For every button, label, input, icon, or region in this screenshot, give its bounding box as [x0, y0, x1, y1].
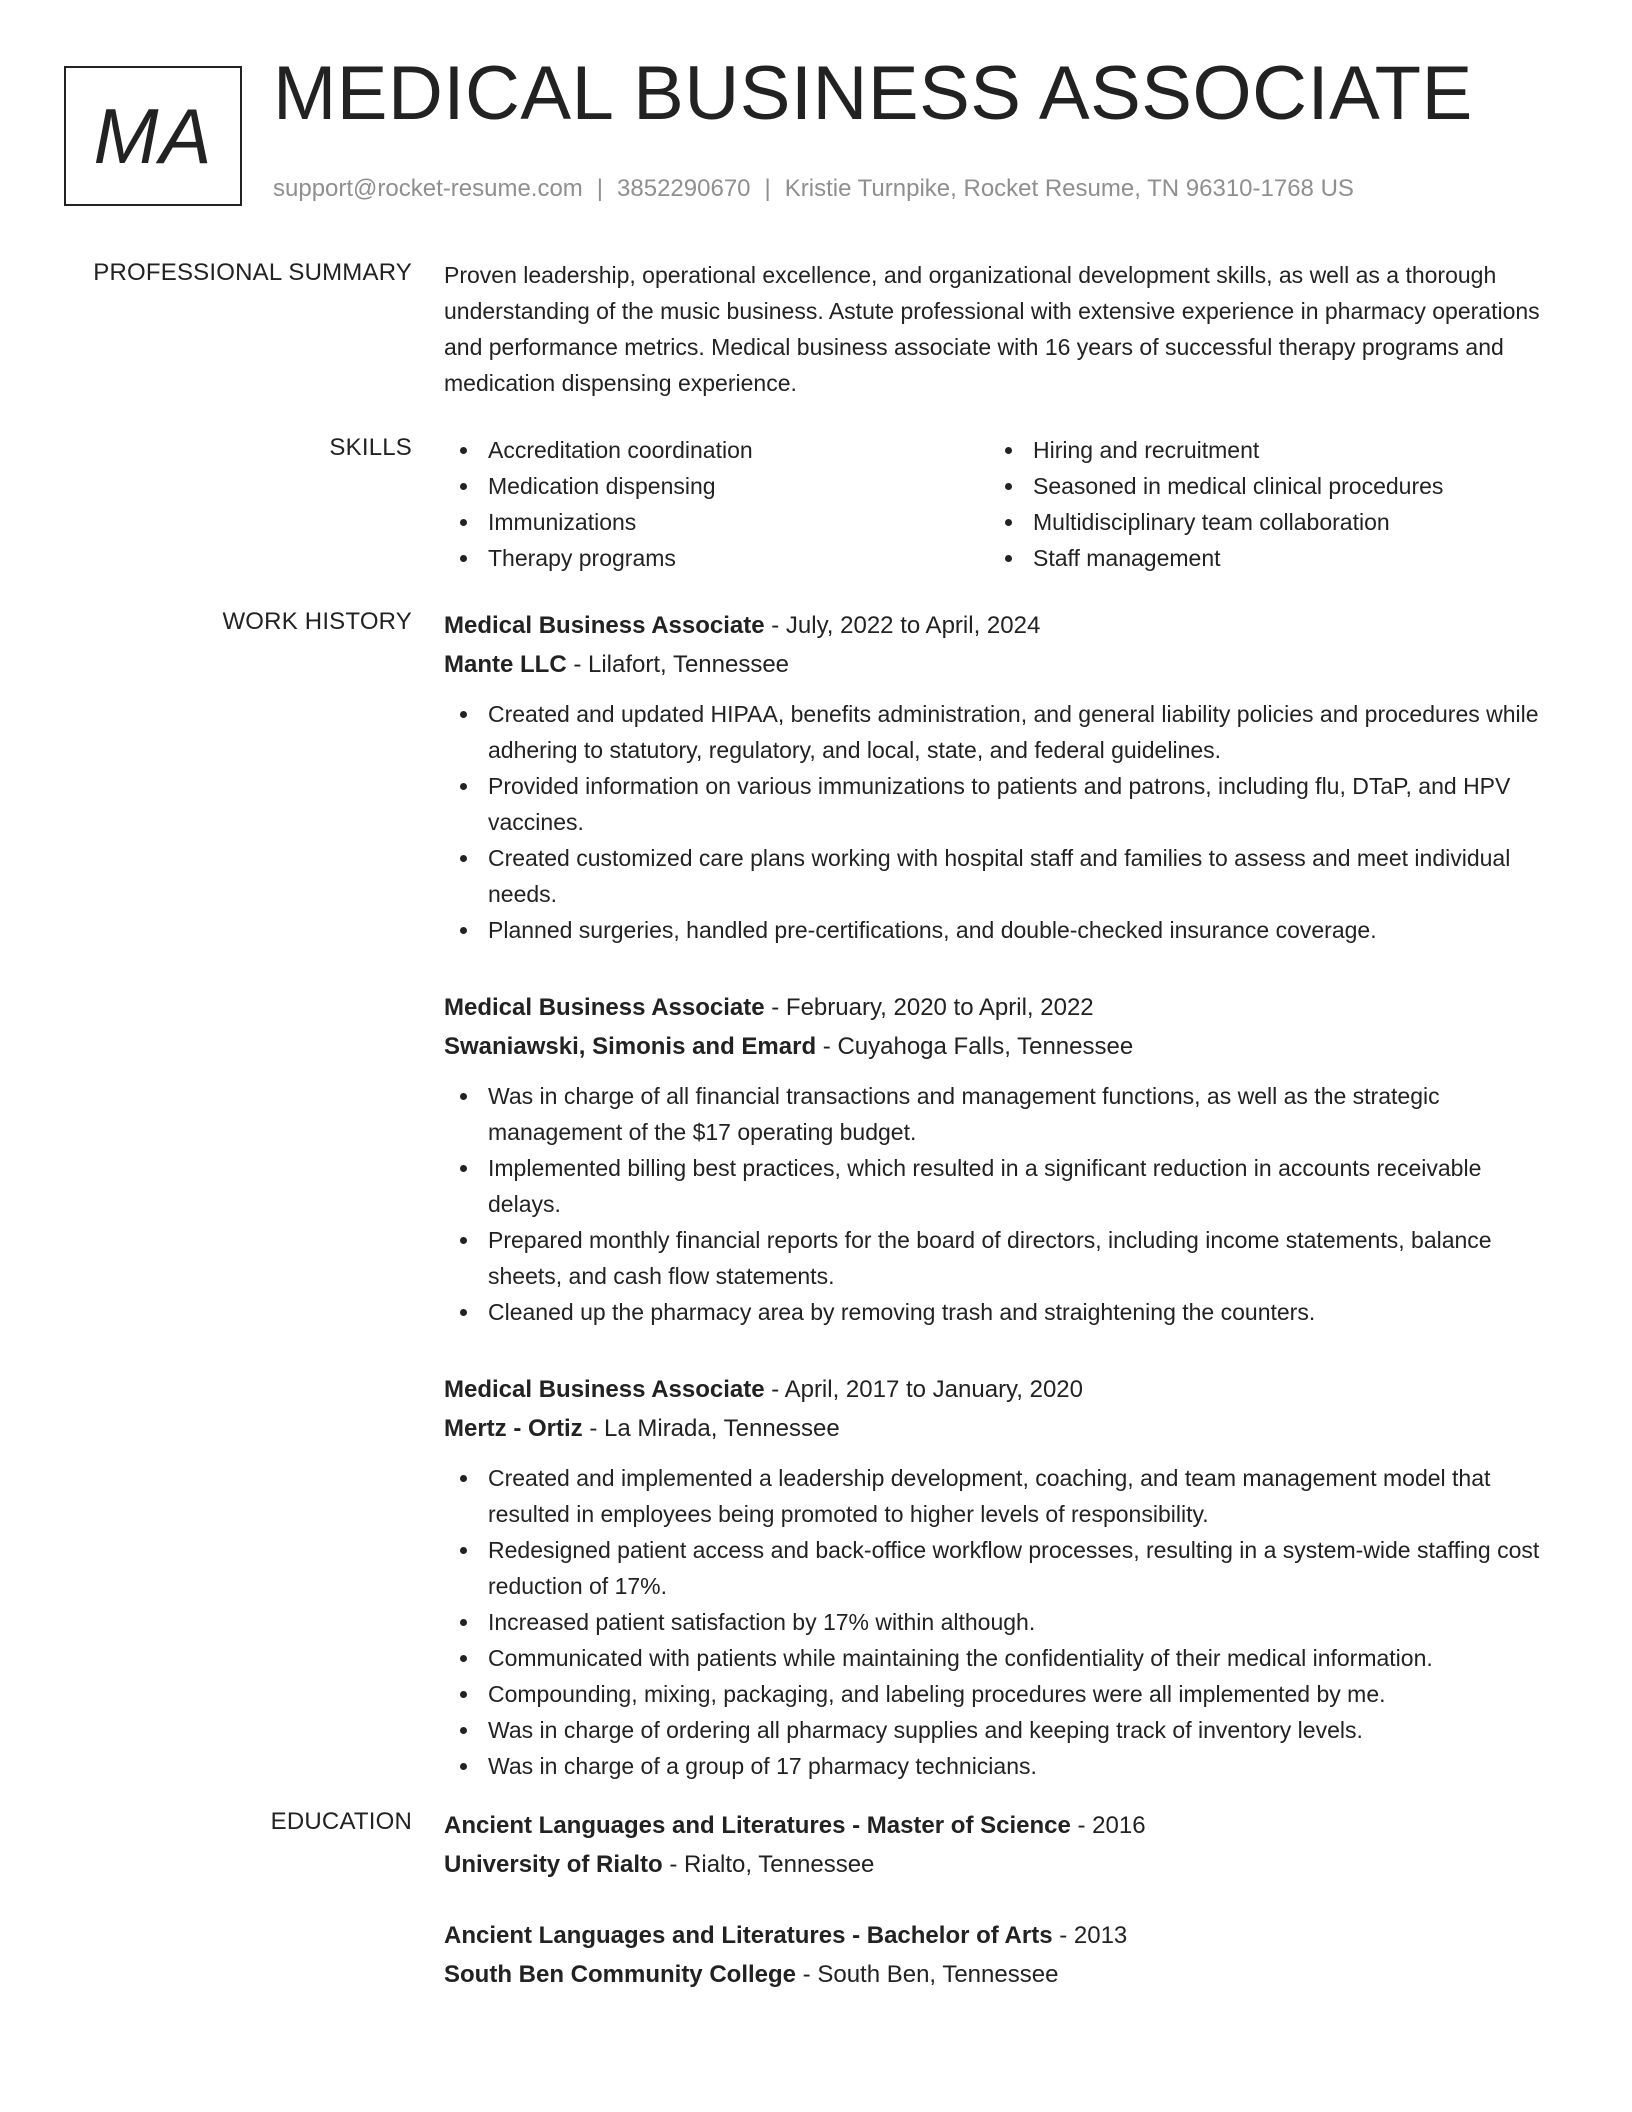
skill-item: Therapy programs — [444, 540, 989, 576]
degree-year: - 2013 — [1052, 1922, 1128, 1949]
job-bullet: Created and updated HIPAA, benefits administration, and general liability policies and procedures while adhering to statutory, regulatory, and local, state, and federal guidelines. — [444, 696, 1554, 768]
degree-line — [444, 1916, 1554, 1956]
job-location: - Cuyahoga Falls, Tennessee — [816, 1033, 1134, 1060]
contact-address: Kristie Turnpike, Rocket Resume, TN 96310-1768 US — [784, 175, 1354, 202]
section-label-skills: SKILLS — [329, 434, 412, 461]
job-title-line — [444, 988, 1554, 1028]
job-bullet: Prepared monthly financial reports for the board of directors, including income statements, balance sheets, and cash flow statements. — [444, 1222, 1554, 1294]
job-bullet: Planned surgeries, handled pre-certifications, and double-checked insurance coverage. — [444, 912, 1554, 948]
contact-separator: | — [764, 175, 771, 202]
education-entry — [444, 1916, 1554, 1994]
skills-column-right — [989, 432, 1534, 576]
degree: Ancient Languages and Literatures - Master of Science — [444, 1812, 1071, 1839]
contact-phone: 3852290670 — [617, 175, 751, 202]
section-label-education: EDUCATION — [270, 1808, 412, 1835]
job-title: Medical Business Associate — [444, 612, 765, 639]
skills-column-left — [444, 432, 989, 576]
skill-item: Seasoned in medical clinical procedures — [989, 468, 1534, 504]
job-dates: - July, 2022 to April, 2024 — [764, 612, 1041, 639]
education-body — [444, 1806, 1554, 2026]
section-label-summary: PROFESSIONAL SUMMARY — [93, 259, 412, 286]
job-location: - Lilafort, Tennessee — [566, 651, 790, 678]
job-bullet: Provided information on various immunizations to patients and patrons, including flu, DTaP, and HPV vaccines. — [444, 768, 1554, 840]
resume-title: MEDICAL BUSINESS ASSOCIATE — [273, 51, 1473, 136]
skill-item: Multidisciplinary team collaboration — [989, 504, 1534, 540]
job-company: Swaniawski, Simonis and Emard — [444, 1033, 817, 1060]
school: South Ben Community College — [444, 1961, 797, 1988]
degree-year: - 2016 — [1070, 1812, 1146, 1839]
job-bullet: Redesigned patient access and back-office workflow processes, resulting in a system-wide staffing cost reduction of 17%. — [444, 1532, 1554, 1604]
job-bullet: Increased patient satisfaction by 17% within although. — [444, 1604, 1554, 1640]
degree: Ancient Languages and Literatures - Bachelor of Arts — [444, 1922, 1053, 1949]
skill-item: Staff management — [989, 540, 1534, 576]
job-location: - La Mirada, Tennessee — [582, 1415, 840, 1442]
skills-grid — [444, 432, 1554, 576]
job-title-line — [444, 606, 1554, 646]
job-bullet: Was in charge of ordering all pharmacy supplies and keeping track of inventory levels. — [444, 1712, 1554, 1748]
job-title: Medical Business Associate — [444, 1376, 765, 1403]
skills-body — [444, 432, 1554, 576]
job-bullet: Was in charge of a group of 17 pharmacy technicians. — [444, 1748, 1554, 1784]
skill-item: Accreditation coordination — [444, 432, 989, 468]
contact-email: support@rocket-resume.com — [273, 175, 583, 202]
job-entry — [444, 1370, 1554, 1784]
skill-item: Immunizations — [444, 504, 989, 540]
contact-separator: | — [596, 175, 604, 202]
school-location: - South Ben, Tennessee — [796, 1961, 1059, 1988]
job-company-line — [444, 646, 1554, 684]
school-line — [444, 1956, 1554, 1994]
job-bullet: Created and implemented a leadership development, coaching, and team management model that resulted in employees being promoted to higher levels of responsibility. — [444, 1460, 1554, 1532]
job-bullet: Was in charge of all financial transactions and management functions, as well as the strategic management of the $17 operating budget. — [444, 1078, 1554, 1150]
degree-line — [444, 1806, 1554, 1846]
job-bullet: Compounding, mixing, packaging, and labeling procedures were all implemented by me. — [444, 1676, 1554, 1712]
section-label-work-history: WORK HISTORY — [222, 608, 412, 635]
job-dates: - February, 2020 to April, 2022 — [764, 994, 1094, 1021]
contact-line — [273, 175, 1354, 203]
skill-item: Hiring and recruitment — [989, 432, 1534, 468]
job-entry — [444, 606, 1554, 948]
job-title-line — [444, 1370, 1554, 1410]
job-company-line — [444, 1028, 1554, 1066]
school: University of Rialto — [444, 1851, 663, 1878]
work-history-body — [444, 606, 1554, 1824]
monogram-badge: MA — [64, 66, 242, 206]
job-bullet: Cleaned up the pharmacy area by removing trash and straightening the counters. — [444, 1294, 1554, 1330]
job-bullets — [444, 1460, 1554, 1784]
job-dates: - April, 2017 to January, 2020 — [764, 1376, 1083, 1403]
education-entry — [444, 1806, 1554, 1884]
summary-text: Proven leadership, operational excellence, and organizational development skills, as well as a thorough understanding of the music business. Astute professional with extensive experience in pharmacy operations and performance metrics. Medical business associate with 16 years of successful therapy programs and medication dispensing experience. — [444, 262, 1540, 396]
summary-body — [444, 257, 1554, 401]
job-entry — [444, 988, 1554, 1330]
school-location: - Rialto, Tennessee — [662, 1851, 875, 1878]
job-bullet: Created customized care plans working with hospital staff and families to assess and meet individual needs. — [444, 840, 1554, 912]
school-line — [444, 1846, 1554, 1884]
job-bullets — [444, 696, 1554, 948]
skill-item: Medication dispensing — [444, 468, 989, 504]
job-company: Mante LLC — [444, 651, 567, 678]
job-bullet: Implemented billing best practices, which resulted in a significant reduction in accounts receivable delays. — [444, 1150, 1554, 1222]
job-bullet: Communicated with patients while maintaining the confidentiality of their medical information. — [444, 1640, 1554, 1676]
job-title: Medical Business Associate — [444, 994, 765, 1021]
job-company: Mertz - Ortiz — [444, 1415, 583, 1442]
job-company-line — [444, 1410, 1554, 1448]
job-bullets — [444, 1078, 1554, 1330]
